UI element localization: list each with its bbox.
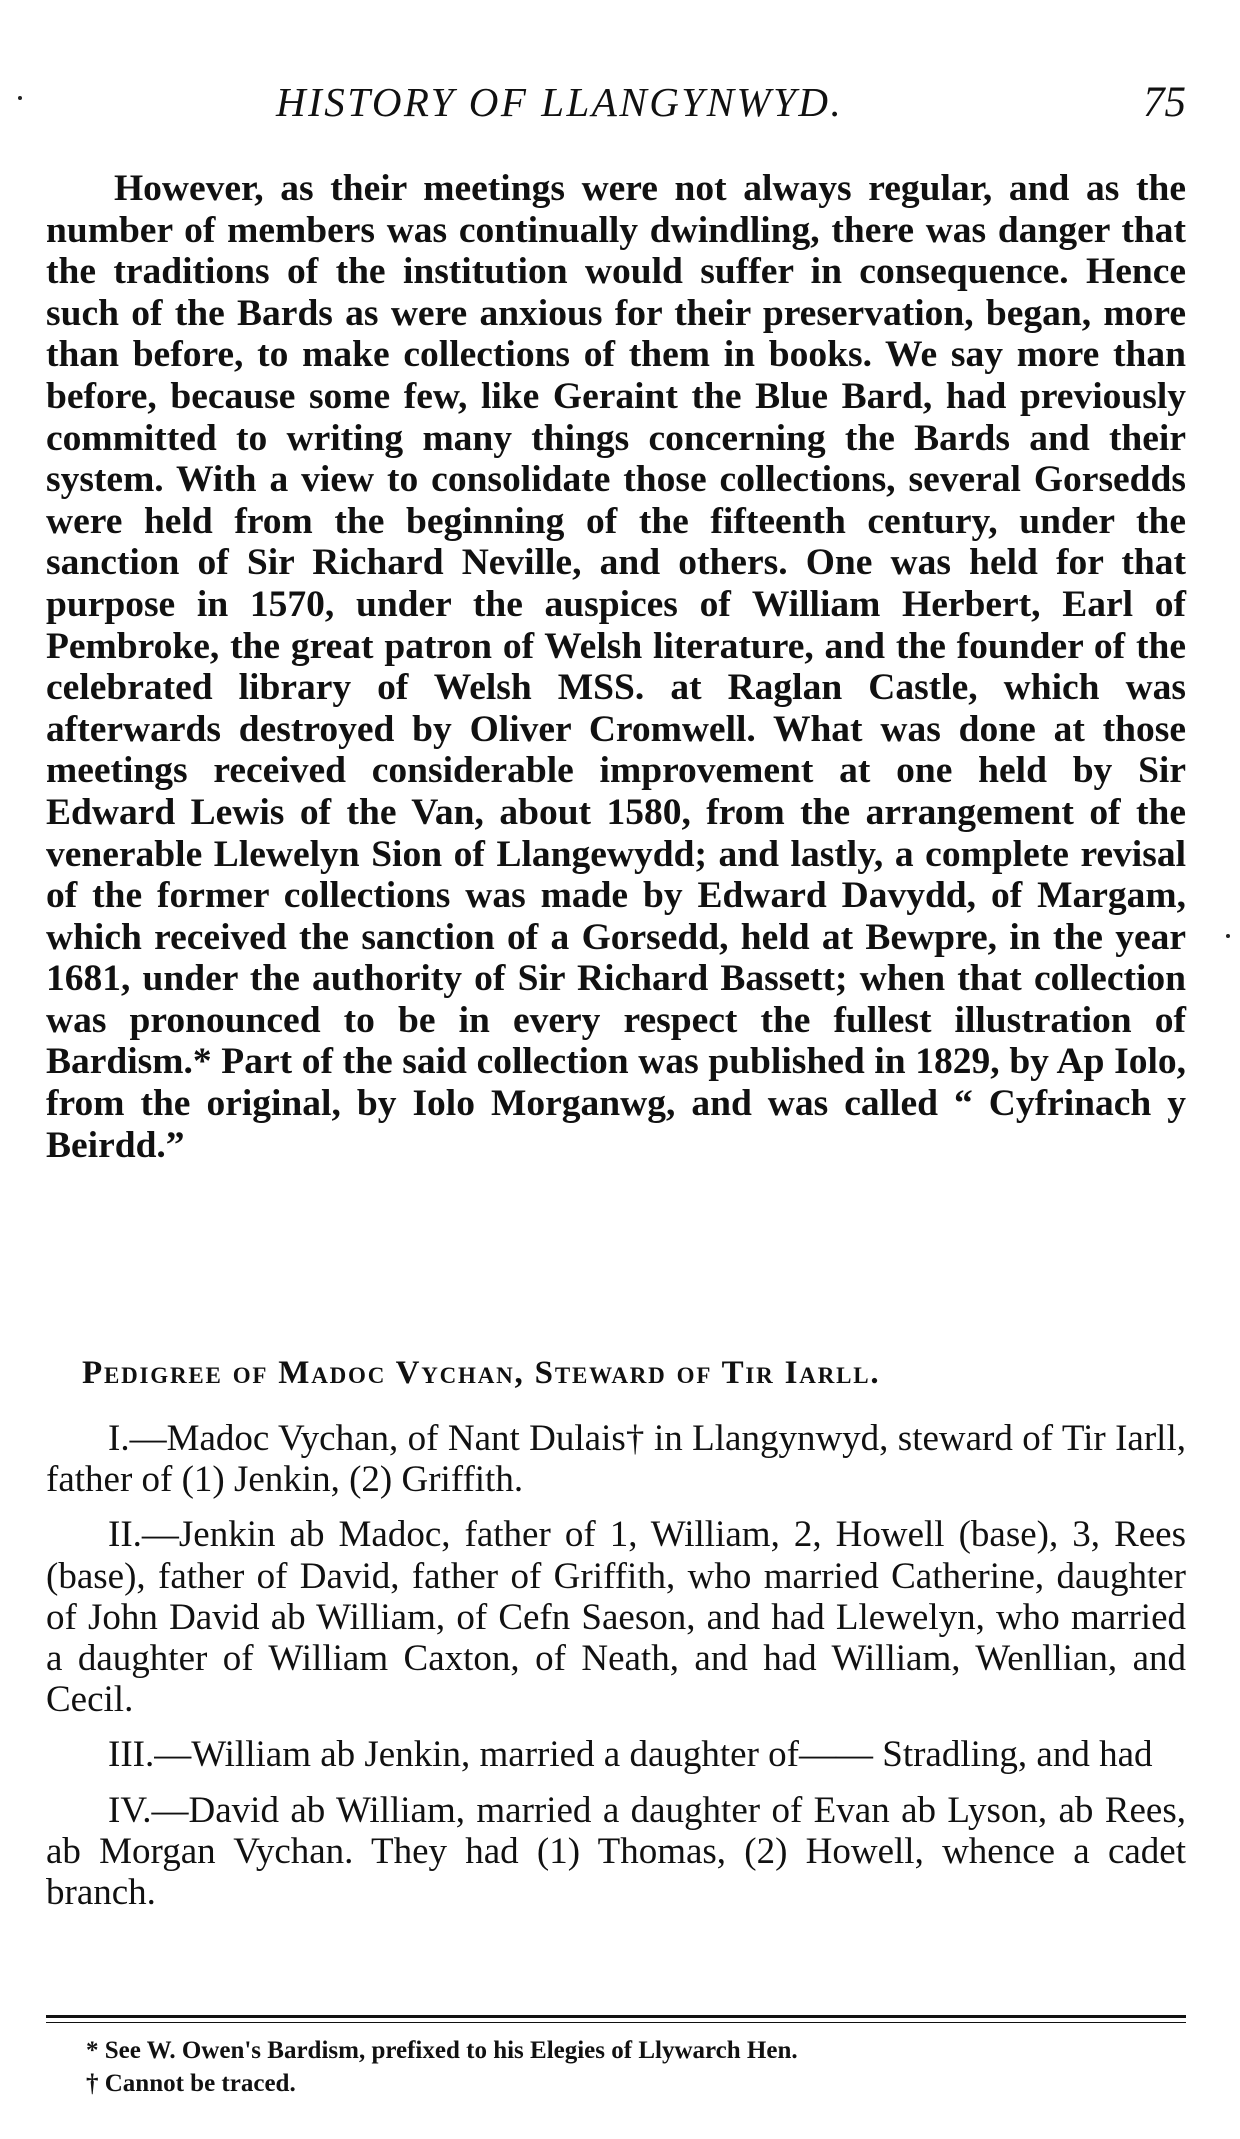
pedigree-entry-3: III.—William ab Jenkin, married a daughter of—— Stradling, and had (108, 1734, 1153, 1776)
pedigree-entry-4: IV.—David ab William, married a daughter of Evan ab Lyson, ab Rees, ab Morgan Vychan. They had (1) Thomas, (2) Howell, whence a cadet branch. (46, 1789, 1186, 1914)
pedigree-entry-1: I.—Madoc Vychan, of Nant Dulais† in Llangynwyd, steward of Tir Iarll, father of (1) Jenkin, (2) Griffith. (46, 1418, 1186, 1501)
print-speck (18, 96, 22, 100)
footnotes (86, 2034, 1186, 2100)
pedigree-entry-2: II.—Jenkin ab Madoc, father of 1, William, 2, Howell (base), 3, Rees (base), father of David, father of Griffith, who married Catherine, daughter of John David ab William, of Cefn Saeson, and had Llewelyn, who married a daughter of William Caxton, of Neath, and had William, Wenllian, and Cecil. (46, 1514, 1186, 1721)
footnote-rule (46, 2015, 1186, 2018)
print-speck (1226, 934, 1230, 938)
running-title: HISTORY OF LLANGYNWYD. (276, 79, 844, 125)
body-text (46, 168, 1186, 1166)
page-number: 75 (1143, 79, 1186, 126)
section-heading: Pedigree of Madoc Vychan, Steward of Tir Iarll. (82, 1355, 881, 1391)
pedigree-list (46, 1418, 1186, 1927)
footnote-rule-thin (46, 2022, 1186, 2023)
body-paragraph: However, as their meetings were not always regular, and as the number of members was continually dwindling, there was danger that the traditions of the institution would suffer in consequence. Hence such of the Bards as were anxious for their preservation, began, more than before, to make collections of them in books. We say more than before, because some few, like Geraint the Blue Bard, had previously committed to writing many things concerning the Bards and their system. With a view to consolidate those collections, several Gorsedds were held from the beginning of the fifteenth century, under the sanction of Sir Richard Neville, and others. One was held for that purpose in 1570, under the auspices of William Herbert, Earl of Pembroke, the great patron of Welsh literature, and the founder of the celebrated library of Welsh MSS. at Raglan Castle, which was afterwards destroyed by Oliver Cromwell. What was done at those meetings received considerable improvement at one held by Sir Edward Lewis of the Van, about 1580, from the arrangement of the venerable Llewelyn Sion of Llangewydd; and lastly, a complete revisal of the former collections was made by Edward Davydd, of Margam, which received the sanction of a Gorsedd, held at Bewpre, in the year 1681, under the authority of Sir Richard Bassett; when that collection was pronounced to be in every respect the fullest illustration of Bardism.* Part of the said collection was published in 1829, by Ap Iolo, from the original, by Iolo Morganwg, and was called “ Cyfrinach y Beirdd.” (46, 168, 1186, 1166)
running-head (276, 78, 1186, 138)
footnote-asterisk: * See W. Owen's Bardism, prefixed to his Elegies of Llywarch Hen. (86, 2037, 798, 2064)
footnote-dagger: † Cannot be traced. (86, 2070, 296, 2097)
